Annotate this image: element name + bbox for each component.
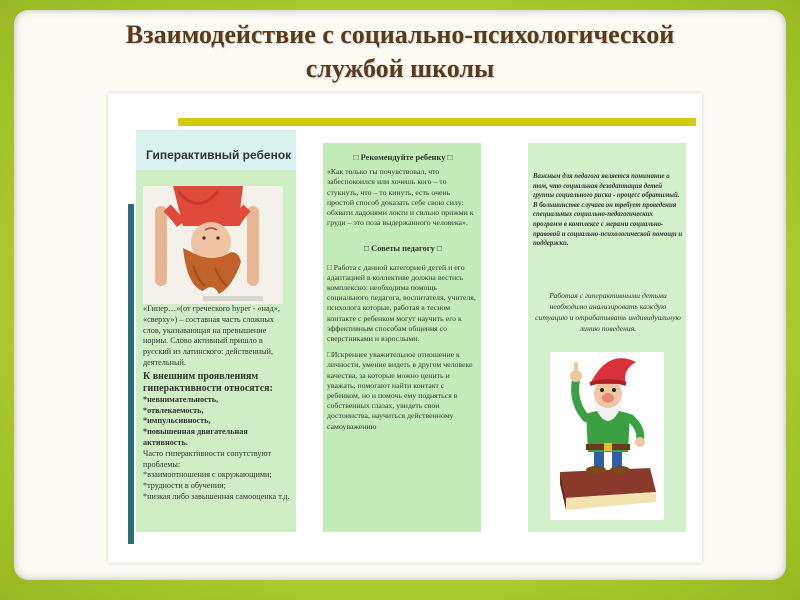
panel2-body bbox=[327, 153, 479, 436]
child-photo-illustration bbox=[143, 186, 283, 304]
top-divider-bar bbox=[178, 118, 696, 126]
manifest-item: *импульсивность, bbox=[143, 416, 211, 426]
companion-item: *трудности в обучении; bbox=[143, 481, 226, 491]
companion-item: *взаимоотношения с окружающими; bbox=[143, 470, 272, 480]
manifest-item: *отвлекаемость, bbox=[143, 405, 204, 415]
square-bullet-icon: □ bbox=[445, 153, 453, 162]
tips-text-2: □Искреннее уважительное отношение к личности, умение видеть в другом человеке качества, за которые можно ценить и уважать, помогают найти контакт с ребенком, но и помочь ему подняться в собственных глазах, увидеть свои достоинства, научиться действенному самоуважению bbox=[327, 350, 473, 431]
left-accent-bar bbox=[128, 204, 134, 544]
manifest-item: *невнимательность, bbox=[143, 394, 219, 404]
square-bullet-icon: □ bbox=[434, 244, 442, 254]
panel3-text-1: Важным для педагога является понимание о том, что социальная дезадаптация детей группы социального риска - процесс обратимый. В большинстве случаев он требует проведения специальных социально-педагогических программ в комплексе с мерами социально-правовой и социально-психологической помощи и поддержки. bbox=[533, 173, 683, 248]
page-title bbox=[0, 18, 800, 86]
square-bullet-icon: □ bbox=[327, 350, 332, 360]
square-bullet-icon: □ bbox=[364, 244, 372, 254]
child-handstand-photo bbox=[143, 186, 283, 304]
title-line-2: службой школы bbox=[305, 54, 495, 83]
tips-heading: □ Советы педагогу □ bbox=[364, 244, 442, 254]
panel3-text-2: Работая с гиперактивными детьми необходимо анализировать каждую ситуацию и отрабатывать индивидуальную линию поведения. bbox=[535, 291, 681, 333]
square-bullet-icon: □ bbox=[327, 262, 334, 272]
manifest-item: *повышенная двигательная активность. bbox=[143, 427, 248, 447]
recommend-heading: □ Рекомендуйте ребенку □ bbox=[353, 153, 453, 162]
recommend-text: «Как только ты почувствовал, что забеспокоился или хочешь кого – то стукнуть, что – то кинуть, есть очень простой способ доказать себе свою силу: обхвати ладонями локти и сильно прижми к груди – это поза выдержанного человека». bbox=[327, 167, 474, 228]
hyper-definition: «Гипер…»(от греческого hyper - «над», «сверху») – составная часть сложных слов, указывающая на превышение нормы. Слово активный пришло в русский из латинского: действенный, деятельный. bbox=[143, 304, 280, 367]
title-line-1: Взаимодействие с социально-психологической bbox=[125, 20, 675, 49]
companion-item: *низкая либо завышенная самооценка т.д. bbox=[143, 491, 290, 501]
gnome-on-book-icon bbox=[550, 352, 664, 520]
tips-text-1: □ Работа с данной категорией детей и его адаптацией в коллективе должна вестись комплексно: необходима помощь социального педагога, воспитателя, учителя, психолога которые, работая в тесном контакте с ребенком могут научить его к эффективным способам общения со сверстниками и взрослыми. bbox=[327, 262, 476, 344]
manifest-heading: К внешним проявлениям гиперактивности относятся: bbox=[143, 370, 273, 394]
panel1-body bbox=[143, 304, 291, 503]
square-bullet-icon: □ bbox=[353, 153, 361, 162]
panel1-heading: Гиперактивный ребенок bbox=[146, 148, 292, 162]
gnome-illustration bbox=[550, 352, 664, 520]
companions-intro: Часто гиперактивности сопутствуют проблемы: bbox=[143, 448, 272, 469]
